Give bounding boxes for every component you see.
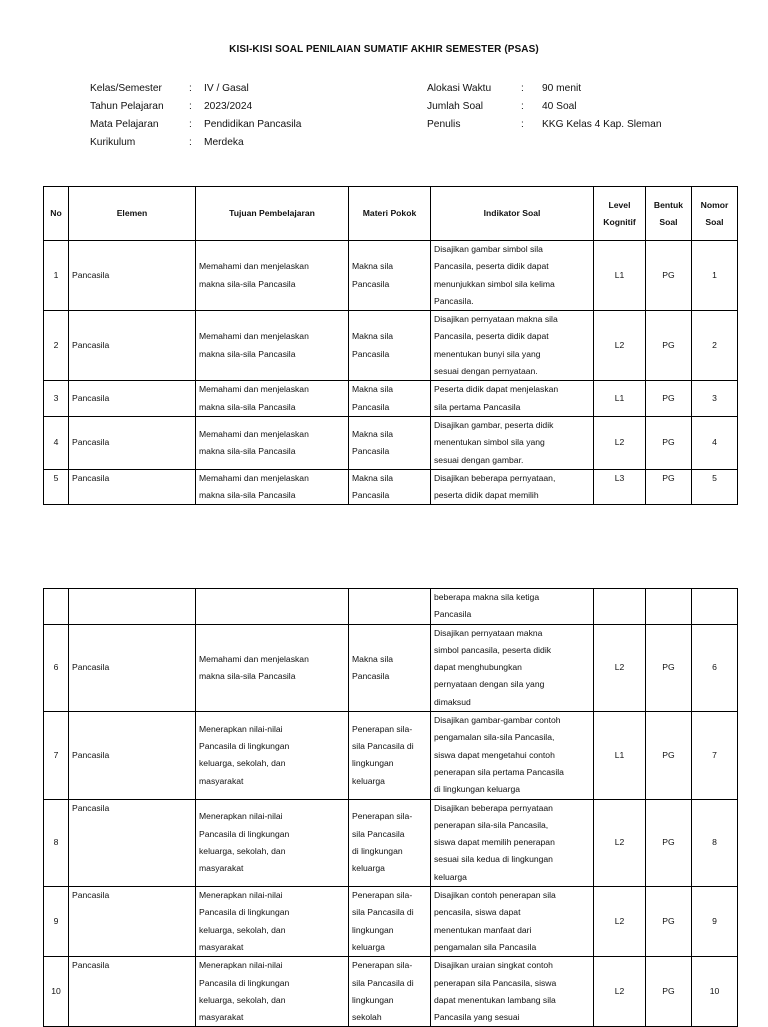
cell-line: PG — [662, 749, 675, 760]
cell-bentuk — [646, 799, 692, 886]
cell-line: menentukan manfaat dari — [434, 924, 532, 935]
header-no: No — [44, 187, 69, 241]
info-right-block — [427, 80, 661, 134]
cell-no — [44, 381, 69, 417]
cell-line: Pancasila — [352, 670, 390, 681]
cell-line: dimaksud — [434, 696, 471, 707]
cell-elemen — [69, 712, 196, 799]
cell-level — [594, 241, 646, 311]
info-separator: : — [521, 101, 524, 112]
info-row — [427, 80, 661, 98]
cell-line: Penerapan sila- — [352, 960, 413, 971]
header-materi: Materi Pokok — [349, 187, 431, 241]
cell-line: sila Pancasila di — [352, 977, 414, 988]
cell-line: lingkungan — [352, 994, 394, 1005]
cell-tujuan — [196, 469, 349, 505]
cell-line: makna sila-sila Pancasila — [199, 445, 296, 456]
cell-line: 5 — [53, 472, 59, 483]
header-level-line: Kognitif — [603, 216, 636, 227]
cell-line: Memahami dan menjelaskan — [199, 384, 309, 395]
cell-line: L1 — [614, 269, 625, 280]
cell-bentuk — [646, 311, 692, 381]
cell-indikator — [431, 311, 594, 381]
header-nomor — [692, 187, 738, 241]
cell-line: Disajikan pernyataan makna — [434, 627, 543, 638]
table-row — [44, 416, 738, 469]
header-nomor-line: Nomor — [700, 199, 729, 210]
cell-line: beberapa makna sila ketiga — [434, 592, 540, 602]
cell-nomor — [692, 957, 738, 1027]
cell-level — [594, 712, 646, 799]
cell-materi — [349, 381, 431, 417]
table-row — [44, 469, 738, 505]
cell-line: Makna sila — [352, 472, 394, 483]
cell-elemen — [69, 241, 196, 311]
header-nomor-line: Soal — [705, 216, 724, 227]
cell-line: keluarga — [352, 941, 385, 952]
cell-line: Pancasila di lingkungan — [199, 741, 290, 752]
cell-line: PG — [662, 986, 675, 997]
cell-bentuk — [646, 469, 692, 505]
info-separator: : — [189, 83, 192, 94]
cell-line: 7 — [53, 749, 59, 760]
cell-line: Makna sila — [352, 331, 394, 342]
cell-tujuan — [196, 381, 349, 417]
info-value: Pendidikan Pancasila — [204, 119, 302, 130]
cell-line: PG — [662, 393, 675, 404]
cell-line: penerapan sila-sila Pancasila, — [434, 819, 549, 830]
cell-elemen — [69, 589, 196, 625]
info-row — [90, 80, 301, 98]
cell-line: Disajikan gambar-gambar contoh — [434, 715, 561, 726]
cell-line: keluarga — [352, 775, 385, 786]
cell-no — [44, 624, 69, 711]
cell-materi — [349, 241, 431, 311]
cell-line: Pancasila yang sesuai — [434, 1012, 520, 1023]
cell-line: Pancasila — [352, 401, 390, 412]
info-label: Penulis — [427, 119, 461, 130]
cell-line: Disajikan gambar, peserta didik — [434, 419, 554, 430]
cell-line: Penerapan sila- — [352, 811, 413, 822]
header-level-line: Level — [608, 199, 631, 210]
cell-line: sesuai dengan pernyataan. — [434, 366, 538, 377]
cell-materi — [349, 589, 431, 625]
cell-level — [594, 311, 646, 381]
cell-line: sila Pancasila — [352, 828, 405, 839]
cell-level — [594, 799, 646, 886]
cell-tujuan — [196, 241, 349, 311]
cell-level — [594, 887, 646, 957]
cell-line: Makna sila — [352, 261, 394, 272]
cell-line: 6 — [53, 662, 59, 673]
cell-line: L2 — [614, 340, 625, 351]
cell-line: keluarga, sekolah, dan — [199, 845, 286, 856]
cell-line: Pancasila — [72, 960, 110, 971]
cell-line: pencasila, siswa dapat — [434, 907, 521, 918]
cell-line: PG — [662, 269, 675, 280]
cell-line: Pancasila di lingkungan — [199, 907, 290, 918]
cell-line: pengamalan sila-sila Pancasila, — [434, 732, 555, 743]
cell-no — [44, 887, 69, 957]
table-row — [44, 957, 738, 1027]
cell-line: PG — [662, 837, 675, 848]
cell-line: makna sila-sila Pancasila — [199, 490, 296, 501]
cell-line: keluarga — [352, 863, 385, 874]
cell-line: Disajikan contoh penerapan sila — [434, 890, 556, 901]
cell-bentuk — [646, 957, 692, 1027]
info-separator: : — [189, 137, 192, 148]
cell-line: masyarakat — [199, 941, 244, 952]
table-row — [44, 887, 738, 957]
cell-materi — [349, 311, 431, 381]
cell-line: peserta didik dapat memilih — [434, 490, 539, 501]
cell-nomor — [692, 311, 738, 381]
cell-line: 2 — [712, 340, 717, 351]
cell-line: Pancasila, peserta didik dapat — [434, 261, 549, 272]
cell-line: Menerapkan nilai-nilai — [199, 811, 283, 822]
cell-line: PG — [662, 472, 675, 483]
cell-line: L1 — [614, 749, 625, 760]
cell-line: Pancasila di lingkungan — [199, 828, 290, 839]
cell-indikator — [431, 589, 594, 625]
cell-line: 1 — [712, 269, 717, 280]
cell-line: 7 — [712, 749, 717, 760]
cell-no — [44, 416, 69, 469]
cell-line: 3 — [712, 393, 717, 404]
cell-line: penerapan sila Pancasila, siswa — [434, 977, 557, 988]
table-row — [44, 624, 738, 711]
cell-line: Memahami dan menjelaskan — [199, 261, 309, 272]
cell-line: makna sila-sila Pancasila — [199, 401, 296, 412]
cell-line: Pancasila — [352, 278, 390, 289]
cell-line: Menerapkan nilai-nilai — [199, 723, 283, 734]
cell-line: sila Pancasila di — [352, 907, 414, 918]
cell-no — [44, 311, 69, 381]
cell-line: Menerapkan nilai-nilai — [199, 960, 283, 971]
cell-line: 4 — [712, 437, 717, 448]
cell-line: 4 — [53, 437, 59, 448]
cell-indikator — [431, 887, 594, 957]
cell-no — [44, 799, 69, 886]
cell-line: Pancasila — [72, 269, 110, 280]
cell-indikator — [431, 469, 594, 505]
cell-line: 10 — [709, 986, 720, 997]
header-indikator: Indikator Soal — [431, 187, 594, 241]
cell-line: Disajikan beberapa pernyataan — [434, 802, 553, 813]
cell-line: 9 — [712, 915, 717, 926]
table-row-continuation — [44, 589, 738, 625]
cell-line: sila Pancasila di — [352, 741, 414, 752]
info-row — [90, 116, 301, 134]
cell-line: Memahami dan menjelaskan — [199, 428, 309, 439]
cell-materi — [349, 624, 431, 711]
cell-no — [44, 589, 69, 625]
cell-line: keluarga, sekolah, dan — [199, 924, 286, 935]
cell-line: L2 — [614, 837, 625, 848]
cell-tujuan — [196, 624, 349, 711]
cell-materi — [349, 712, 431, 799]
cell-elemen — [69, 381, 196, 417]
cell-line: Memahami dan menjelaskan — [199, 653, 309, 664]
table-header-row — [44, 187, 738, 241]
cell-nomor — [692, 624, 738, 711]
info-row — [90, 98, 301, 116]
cell-line: PG — [662, 915, 675, 926]
cell-line: 8 — [712, 837, 717, 848]
cell-line: Pancasila di lingkungan — [199, 977, 290, 988]
info-value: KKG Kelas 4 Kap. Sleman — [542, 119, 662, 130]
cell-line: Pancasila, peserta didik dapat — [434, 331, 549, 342]
table-body — [44, 241, 738, 505]
cell-line: lingkungan — [352, 924, 394, 935]
cell-line: 1 — [53, 269, 59, 280]
cell-line: PG — [662, 340, 675, 351]
info-left-block — [90, 80, 301, 152]
cell-line: makna sila-sila Pancasila — [199, 278, 296, 289]
cell-indikator — [431, 957, 594, 1027]
cell-line: menentukan bunyi sila yang — [434, 348, 541, 359]
cell-line: L2 — [614, 437, 625, 448]
cell-line: keluarga — [434, 871, 467, 882]
cell-indikator — [431, 712, 594, 799]
cell-line: Disajikan beberapa pernyataan, — [434, 472, 556, 483]
cell-no — [44, 469, 69, 505]
info-value: 2023/2024 — [204, 101, 253, 112]
cell-line: masyarakat — [199, 775, 244, 786]
cell-elemen — [69, 624, 196, 711]
cell-line: Makna sila — [352, 384, 394, 395]
cell-line: Disajikan uraian singkat contoh — [434, 960, 553, 971]
cell-line: Makna sila — [352, 653, 394, 664]
cell-tujuan — [196, 311, 349, 381]
cell-materi — [349, 469, 431, 505]
cell-line: masyarakat — [199, 863, 244, 874]
cell-line: Peserta didik dapat menjelaskan — [434, 384, 559, 395]
cell-bentuk — [646, 712, 692, 799]
cell-line: L2 — [614, 915, 625, 926]
cell-elemen — [69, 887, 196, 957]
cell-line: menentukan simbol sila yang — [434, 437, 545, 448]
info-separator: : — [521, 83, 524, 94]
cell-line: di lingkungan keluarga — [434, 784, 521, 795]
kisi-kisi-table-page-1 — [43, 186, 738, 505]
table-row — [44, 712, 738, 799]
cell-level — [594, 469, 646, 505]
cell-tujuan — [196, 416, 349, 469]
table-row — [44, 311, 738, 381]
cell-elemen — [69, 311, 196, 381]
cell-nomor — [692, 469, 738, 505]
cell-nomor — [692, 241, 738, 311]
cell-line: menunjukkan simbol sila kelima — [434, 278, 555, 289]
cell-line: makna sila-sila Pancasila — [199, 670, 296, 681]
cell-line: Pancasila — [72, 393, 110, 404]
cell-line: Pancasila — [72, 472, 110, 483]
cell-tujuan — [196, 712, 349, 799]
cell-line: L2 — [614, 986, 625, 997]
cell-materi — [349, 416, 431, 469]
cell-nomor — [692, 887, 738, 957]
header-level — [594, 187, 646, 241]
cell-line: Pancasila — [72, 340, 110, 351]
info-value: 40 Soal — [542, 101, 577, 112]
info-separator: : — [189, 119, 192, 130]
cell-no — [44, 957, 69, 1027]
header-bentuk-line: Soal — [659, 216, 678, 227]
cell-line: Pancasila — [434, 609, 472, 620]
cell-level — [594, 416, 646, 469]
info-value: Merdeka — [204, 137, 244, 148]
cell-bentuk — [646, 887, 692, 957]
cell-line: 6 — [712, 662, 717, 673]
cell-line: pernyataan dengan sila yang — [434, 679, 545, 690]
cell-line: siswa dapat memilih penerapan — [434, 837, 555, 848]
cell-line: siswa dapat mengetahui contoh — [434, 749, 555, 760]
info-separator: : — [521, 119, 524, 130]
cell-line: 9 — [53, 915, 59, 926]
cell-line: masyarakat — [199, 1012, 244, 1023]
cell-line: Pancasila — [352, 445, 390, 456]
cell-line: L2 — [614, 662, 625, 673]
header-tujuan: Tujuan Pembelajaran — [196, 187, 349, 241]
header-bentuk-line: Bentuk — [653, 199, 684, 210]
cell-line: Menerapkan nilai-nilai — [199, 890, 283, 901]
cell-materi — [349, 799, 431, 886]
cell-line: dapat menentukan lambang sila — [434, 994, 556, 1005]
cell-indikator — [431, 624, 594, 711]
cell-elemen — [69, 957, 196, 1027]
cell-line: 2 — [53, 340, 59, 351]
cell-line: Pancasila — [72, 662, 110, 673]
cell-line: dapat menghubungkan — [434, 662, 522, 673]
info-label: Mata Pelajaran — [90, 119, 159, 130]
cell-indikator — [431, 241, 594, 311]
cell-line: Disajikan pernyataan makna sila — [434, 314, 558, 325]
header-elemen: Elemen — [69, 187, 196, 241]
cell-indikator — [431, 416, 594, 469]
info-value: 90 menit — [542, 83, 582, 94]
cell-nomor — [692, 381, 738, 417]
cell-line: L1 — [614, 393, 625, 404]
info-label: Tahun Pelajaran — [90, 101, 164, 112]
cell-line: Makna sila — [352, 428, 394, 439]
cell-line: PG — [662, 437, 675, 448]
cell-line: Penerapan sila- — [352, 723, 413, 734]
cell-line: sila pertama Pancasila — [434, 401, 521, 412]
cell-nomor — [692, 799, 738, 886]
info-value: IV / Gasal — [204, 83, 249, 94]
cell-line: 3 — [53, 393, 59, 404]
cell-line: L3 — [614, 472, 625, 483]
cell-level — [594, 957, 646, 1027]
table-row — [44, 381, 738, 417]
cell-line: sesuai sila kedua di lingkungan — [434, 854, 553, 865]
cell-tujuan — [196, 957, 349, 1027]
cell-bentuk — [646, 624, 692, 711]
cell-no — [44, 241, 69, 311]
kisi-kisi-table-page-2 — [43, 588, 738, 1027]
info-row — [90, 134, 301, 152]
header-bentuk — [646, 187, 692, 241]
cell-line: penerapan sila pertama Pancasila — [434, 766, 564, 777]
cell-materi — [349, 887, 431, 957]
table-row — [44, 799, 738, 886]
info-label: Jumlah Soal — [427, 101, 484, 112]
document-title: KISI-KISI SOAL PENILAIAN SUMATIF AKHIR SEMESTER (PSAS) — [229, 44, 539, 55]
cell-line: Penerapan sila- — [352, 890, 413, 901]
cell-no — [44, 712, 69, 799]
cell-materi — [349, 957, 431, 1027]
table-body — [44, 589, 738, 1027]
cell-line: 8 — [53, 837, 59, 848]
cell-line: pengamalan sila Pancasila — [434, 941, 537, 952]
info-label: Kurikulum — [90, 137, 136, 148]
cell-line: 5 — [712, 472, 717, 483]
cell-line: simbol pancasila, peserta didik — [434, 644, 552, 655]
cell-line: Memahami dan menjelaskan — [199, 472, 309, 483]
cell-elemen — [69, 469, 196, 505]
cell-bentuk — [646, 589, 692, 625]
cell-line: 10 — [51, 986, 61, 997]
cell-elemen — [69, 416, 196, 469]
cell-bentuk — [646, 416, 692, 469]
table-row — [44, 241, 738, 311]
cell-nomor — [692, 712, 738, 799]
cell-elemen — [69, 799, 196, 886]
cell-line: sekolah — [352, 1012, 382, 1023]
info-separator: : — [189, 101, 192, 112]
cell-tujuan — [196, 887, 349, 957]
cell-line: keluarga, sekolah, dan — [199, 758, 286, 769]
cell-line: sesuai dengan gambar. — [434, 454, 524, 465]
cell-tujuan — [196, 799, 349, 886]
cell-line: Pancasila. — [434, 295, 474, 306]
info-row — [427, 116, 661, 134]
cell-line: Pancasila — [72, 802, 110, 813]
cell-line: Pancasila — [352, 348, 390, 359]
cell-indikator — [431, 381, 594, 417]
cell-line: Pancasila — [352, 490, 390, 501]
cell-line: Pancasila — [72, 437, 110, 448]
cell-tujuan — [196, 589, 349, 625]
cell-bentuk — [646, 241, 692, 311]
cell-line: Pancasila — [72, 890, 110, 901]
cell-level — [594, 589, 646, 625]
info-label: Alokasi Waktu — [427, 83, 492, 94]
cell-line: Disajikan gambar simbol sila — [434, 244, 543, 254]
cell-level — [594, 381, 646, 417]
cell-line: di lingkungan — [352, 845, 403, 856]
cell-nomor — [692, 416, 738, 469]
cell-nomor — [692, 589, 738, 625]
cell-bentuk — [646, 381, 692, 417]
cell-line: PG — [662, 662, 675, 673]
cell-level — [594, 624, 646, 711]
cell-line: lingkungan — [352, 758, 394, 769]
cell-line: Pancasila — [72, 749, 110, 760]
cell-indikator — [431, 799, 594, 886]
cell-line: makna sila-sila Pancasila — [199, 348, 296, 359]
info-row — [427, 98, 661, 116]
cell-line: keluarga, sekolah, dan — [199, 994, 286, 1005]
cell-line: Memahami dan menjelaskan — [199, 331, 309, 342]
info-label: Kelas/Semester — [90, 83, 162, 94]
